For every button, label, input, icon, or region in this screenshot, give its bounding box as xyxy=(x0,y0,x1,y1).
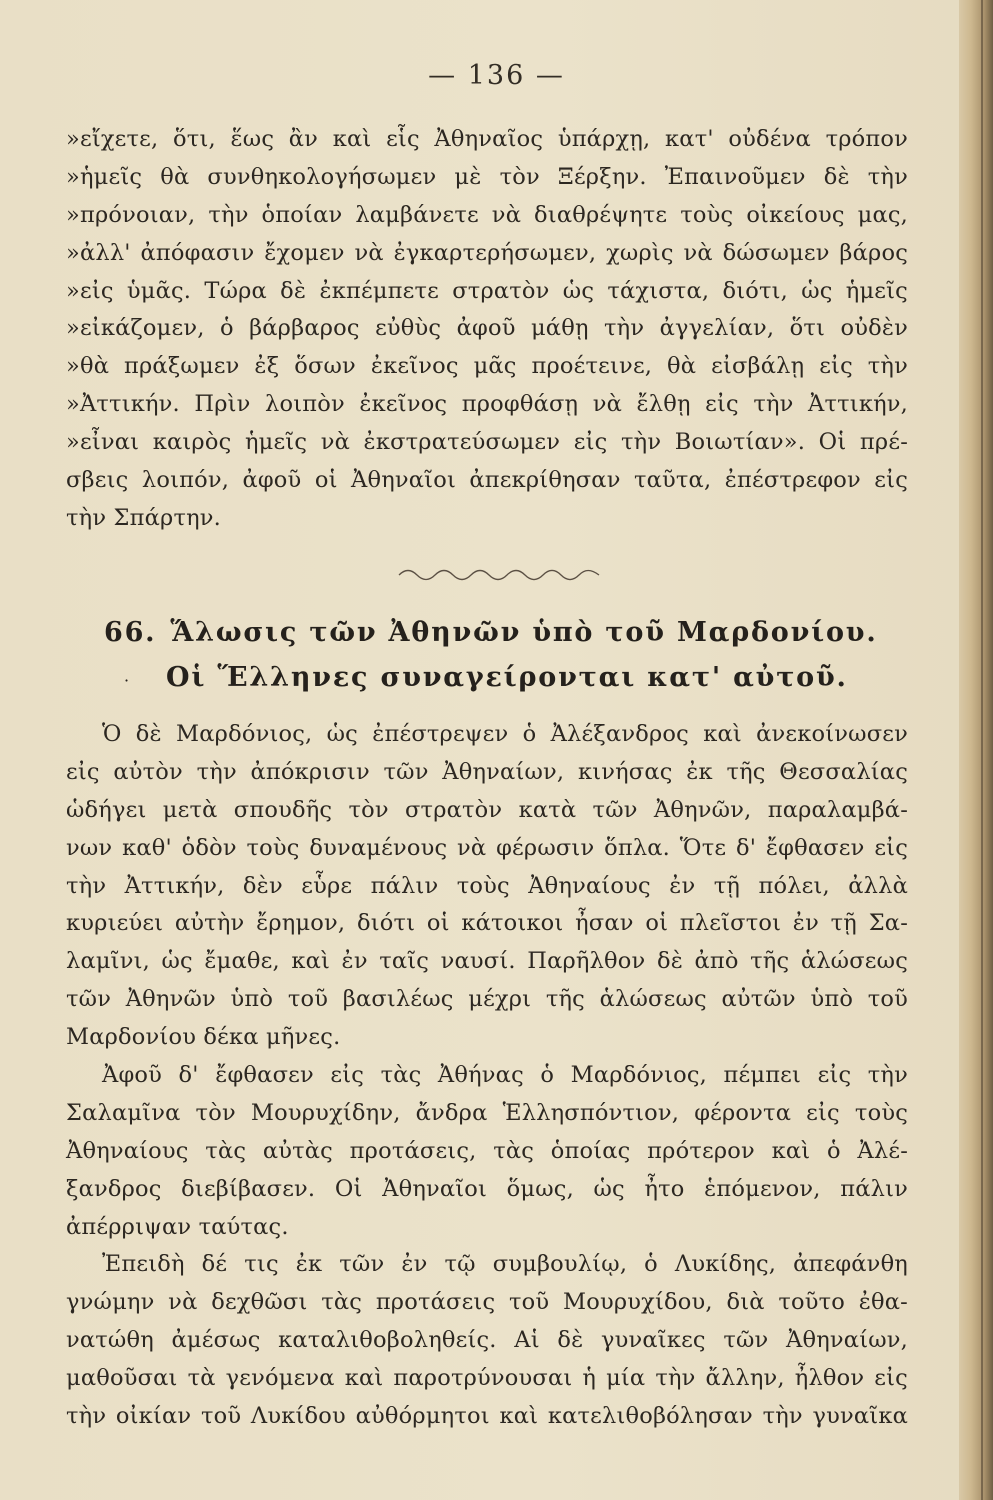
text-line: νατώθη ἀμέσως καταλιθοβοληθείς. Αἱ δὲ γυναῖκες τῶν Ἀθηναίων, xyxy=(66,1327,908,1354)
section-heading-line-1 xyxy=(0,617,993,648)
text-line: σβεις λοιπόν, ἀφοῦ οἱ Ἀθηναῖοι ἀπεκρίθησαν ταῦτα, ἐπέστρεφον εἰς xyxy=(66,467,908,494)
text-line: γνώμην νὰ δεχθῶσι τὰς προτάσεις τοῦ Μουρυχίδου, διὰ τοῦτο ἐθα- xyxy=(66,1289,908,1316)
text-line: Σαλαμῖνα τὸν Μουρυχίδην, ἄνδρα Ἑλλησπόντιον, φέροντα εἰς τοὺς xyxy=(66,1099,908,1126)
text-line: »ἀλλ' ἀπόφασιν ἔχομεν νὰ ἐγκαρτερήσωμεν, χωρὶς νὰ δώσωμεν βάρος xyxy=(66,239,908,266)
text-line: κυριεύει αὐτὴν ἔρημον, διότι οἱ κάτοικοι ἦσαν οἱ πλεῖστοι ἐν τῇ Σα- xyxy=(66,910,908,937)
text-line: »εἰκάζομεν, ὁ βάρβαρος εὐθὺς ἀφοῦ μάθῃ τὴν ἀγγελίαν, ὅτι οὐδὲν xyxy=(66,315,908,342)
text-line: »ἡμεῖς θὰ συνθηκολογήσωμεν μὲ τὸν Ξέρξην. Ἐπαινοῦμεν δὲ τὴν xyxy=(66,163,908,190)
text-line: Ἐπειδὴ δέ τις ἐκ τῶν ἐν τῷ συμβουλίῳ, ὁ Λυκίδης, ἀπεφάνθη xyxy=(102,1251,908,1278)
text-line: »Ἀττικήν. Πρὶν λοιπὸν ἐκεῖνος προφθάσῃ νὰ ἔλθῃ εἰς τὴν Ἀττικήν, xyxy=(66,391,908,418)
stray-mark: · xyxy=(124,671,131,690)
text-line: Ὁ δὲ Μαρδόνιος, ὡς ἐπέστρεψεν ὁ Ἀλέξανδρος καὶ ἀνεκοίνωσεν xyxy=(102,721,908,747)
text-line: τὴν Σπάρτην. xyxy=(66,504,222,531)
text-line: ὡδήγει μετὰ σπουδῆς τὸν στρατὸν κατὰ τῶν Ἀθηνῶν, παραλαμβά- xyxy=(66,796,908,823)
text-line: »εἰς ὑμᾶς. Τώρα δὲ ἐκπέμπετε στρατὸν ὡς τάχιστα, διότι, ὡς ἡμεῖς xyxy=(66,277,908,304)
top-paragraph xyxy=(66,121,908,538)
section-title-line-1: Ἅλωσις τῶν Ἀθηνῶν ὑπὸ τοῦ Μαρδονίου. xyxy=(170,617,878,648)
text-line: ξανδρος διεβίβασεν. Οἱ Ἀθηναῖοι ὅμως, ὡς ἦτο ἑπόμενον, πάλιν xyxy=(66,1175,908,1202)
section-body xyxy=(66,716,908,1436)
text-line: »εἴχετε, ὅτι, ἕως ἂν καὶ εἷς Ἀθηναῖος ὑπάρχῃ, κατ' οὐδένα τρόπον xyxy=(66,126,908,152)
page-edge-line xyxy=(981,0,983,1500)
text-line: Ἀθηναίους τὰς αὐτὰς προτάσεις, τὰς ὁποίας πρότερον καὶ ὁ Ἀλέ- xyxy=(66,1137,908,1164)
text-line: μαθοῦσαι τὰ γενόμενα καὶ παροτρύνουσαι ἡ μία τὴν ἄλλην, ἦλθον εἰς xyxy=(66,1365,908,1392)
text-line: λαμῖνι, ὡς ἔμαθε, καὶ ἐν ταῖς ναυσί. Παρῆλθον δὲ ἀπὸ τῆς ἁλώσεως xyxy=(66,948,908,975)
text-line: »πρόνοιαν, τὴν ὁποίαν λαμβάνετε νὰ διαθρέψητε τοὺς οἰκείους μας, xyxy=(66,201,908,228)
text-line: »εἶναι καιρὸς ἡμεῖς νὰ ἐκστρατεύσωμεν εἰς τὴν Βοιωτίαν». Οἱ πρέ- xyxy=(66,429,908,456)
text-line: νων καθ' ὁδὸν τοὺς δυναμένους νὰ φέρωσιν ὅπλα. Ὅτε δ' ἔφθασεν εἰς xyxy=(66,834,908,861)
text-line: ἀπέρριψαν ταύτας. xyxy=(66,1213,289,1240)
text-line: Ἀφοῦ δ' ἔφθασεν εἰς τὰς Ἀθήνας ὁ Μαρδόνιος, πέμπει εἰς τὴν xyxy=(102,1062,908,1089)
section-number: 66. xyxy=(104,617,157,648)
text-line: εἰς αὐτὸν τὴν ἀπόκρισιν τῶν Ἀθηναίων, κινήσας ἐκ τῆς Θεσσαλίας xyxy=(66,758,908,785)
page-binding-edge xyxy=(959,0,993,1500)
section-title-line-2: Οἱ Ἕλληνες συναγείρονται κατ' αὐτοῦ. xyxy=(166,662,848,693)
text-line: τὴν οἰκίαν τοῦ Λυκίδου αὐθόρμητοι καὶ κατελιθοβόλησαν τὴν γυναῖκα xyxy=(66,1403,908,1430)
section-heading-line-2 xyxy=(0,662,993,693)
text-line: »θὰ πράξωμεν ἐξ ὅσων ἐκεῖνος μᾶς προέτεινε, θὰ εἰσβάλῃ εἰς τὴν xyxy=(66,353,908,380)
page-number: — 136 — xyxy=(428,60,565,91)
section-divider-ornament xyxy=(397,568,601,582)
text-line: τῶν Ἀθηνῶν ὑπὸ τοῦ βασιλέως μέχρι τῆς ἁλώσεως αὐτῶν ὑπὸ τοῦ xyxy=(66,986,908,1013)
text-line: τὴν Ἀττικήν, δὲν εὗρε πάλιν τοὺς Ἀθηναίους ἐν τῇ πόλει, ἀλλὰ xyxy=(66,872,908,899)
text-line: Μαρδονίου δέκα μῆνες. xyxy=(66,1024,341,1051)
